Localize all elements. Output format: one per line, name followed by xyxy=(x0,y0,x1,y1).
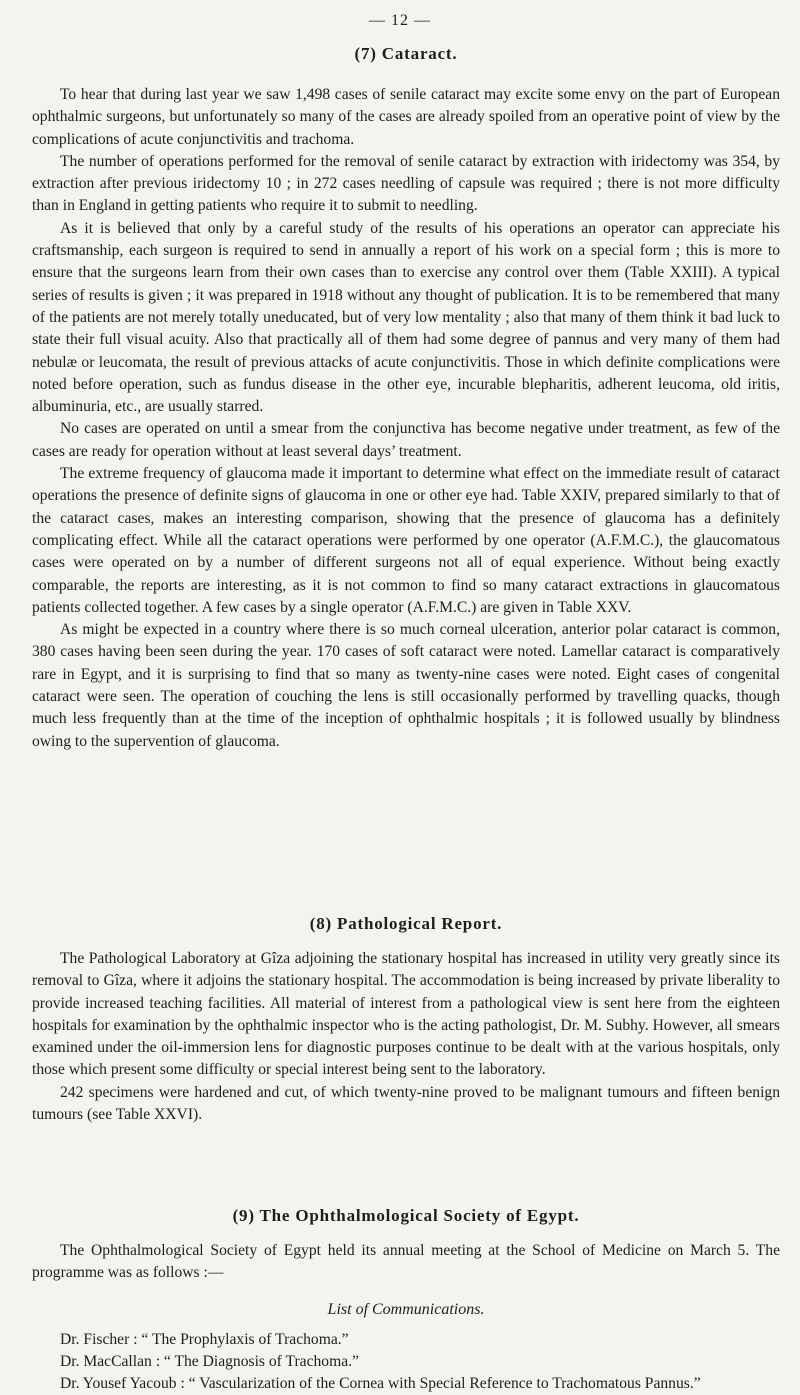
paragraph: As might be expected in a country where there is so much corneal ulceration, anterior polar cataract is common, 380 cases having been seen during the year. 170 cases of soft cataract were noted. Lamellar cataract is comparatively rare in Egypt, and it is surprising to find that so many as twenty-nine cases were noted. Eight cases of congenital cataract were seen. The operation of couching the lens is still occasionally performed by travelling quacks, though much less frequently than at the time of the inception of ophthalmic hospitals ; it is followed usually by blindness owing to the supervention of glaucoma. xyxy=(32,621,780,750)
list-of-communications-title: List of Communications. xyxy=(327,1300,485,1318)
communication-item: Dr. MacCallan : “ The Diagnosis of Trachoma.” xyxy=(60,1352,359,1370)
paragraph: The Ophthalmological Society of Egypt held its annual meeting at the School of Medicine on March 5. The programme was as follows :— xyxy=(32,1242,780,1282)
paragraph: The extreme frequency of glaucoma made it important to determine what effect on the immediate result of cataract operations the presence of definite signs of glaucoma in one or other eye had. Table XXIV, prepared similarly to that of the cataract cases, makes an interesting comparison, showing that the presence of glaucoma has a definitely complicating effect. While all the cataract operations were performed by one operator (A.F.M.C.), the glaucomatous cases were operated on by a number of different surgeons not all of equal experience. Without being exactly comparable, the reports are interesting, as it is not common to find so many cataract extractions in glaucomatous patients collected together. A few cases by a single operator (A.F.M.C.) are given in Table XXV. xyxy=(32,465,780,616)
section-heading-pathological: (8) Pathological Report. xyxy=(309,914,503,933)
section-pathological-report xyxy=(32,912,780,1126)
communication-item: Dr. Yousef Yacoub : “ Vascularization of the Cornea with Special Reference to Trachomatous Pannus.” xyxy=(60,1375,701,1393)
section-ophthalmological-society xyxy=(32,1204,780,1395)
paragraph: As it is believed that only by a careful study of the results of his operations an operator can appreciate his craftsmanship, each surgeon is required to send in annually a report of his work on a special form ; this is more to ensure that the surgeons learn from their own cases than to exercise any control over them (Table XXIII). A typical series of results is given ; it was prepared in 1918 without any thought of publication. It is to be remembered that many of the patients are not merely totally uneducated, but of very low mentality ; also that many of them think it bad luck to state their full visual acuity. Also that practically all of them had some degree of pannus and very many of them had nebulæ or leucomata, the result of previous attacks of acute conjunctivitis. Those in which definite complications were noted before operation, such as fundus disease in the other eye, incurable blepharitis, adherent leucoma, old iritis, albuminuria, etc., are usually starred. xyxy=(32,219,780,416)
paragraph: The number of operations performed for the removal of senile cataract by extraction with iridectomy was 354, by extraction after previous iridectomy 10 ; in 272 cases needling of capsule was required ; there is not more difficulty than in England in getting patients who require it to submit to needling. xyxy=(32,152,780,215)
paragraph: No cases are operated on until a smear from the conjunctiva has become negative under treatment, as few of the cases are ready for operation without at least several days’ treatment. xyxy=(32,420,780,460)
section-heading-cataract: (7) Cataract. xyxy=(354,44,458,63)
paragraph: The Pathological Laboratory at Gîza adjoining the stationary hospital has increased in utility very greatly since its removal to Gîza, where it adjoins the stationary hospital. The accommodation is being increased by private liberality to provide increased teaching facilities. All material of interest from a pathological view is sent here from the eighteen hospitals for examination by the ophthalmic inspector who is the acting pathologist, Dr. M. Subhy. However, all smears examined under the oil-immersion lens for diagnostic purposes continue to be dealt with at the various hospitals, only those which present some difficulty or special interest being sent to the laboratory. xyxy=(32,950,780,1079)
page-number: — 12 — xyxy=(369,12,431,29)
section-cataract xyxy=(32,42,780,753)
paragraph: To hear that during last year we saw 1,498 cases of senile cataract may excite some envy on the part of European ophthalmic surgeons, but unfortunately so many of the cases are already spoiled from an operative point of view by the complications of acute conjunctivitis and trachoma. xyxy=(32,86,780,148)
paragraph: 242 specimens were hardened and cut, of which twenty-nine proved to be malignant tumours and fifteen benign tumours (see Table XXVI). xyxy=(32,1083,780,1124)
communication-item: Dr. Fischer : “ The Prophylaxis of Trachoma.” xyxy=(60,1330,349,1348)
section-heading-society: (9) The Ophthalmological Society of Egypt. xyxy=(232,1206,580,1225)
